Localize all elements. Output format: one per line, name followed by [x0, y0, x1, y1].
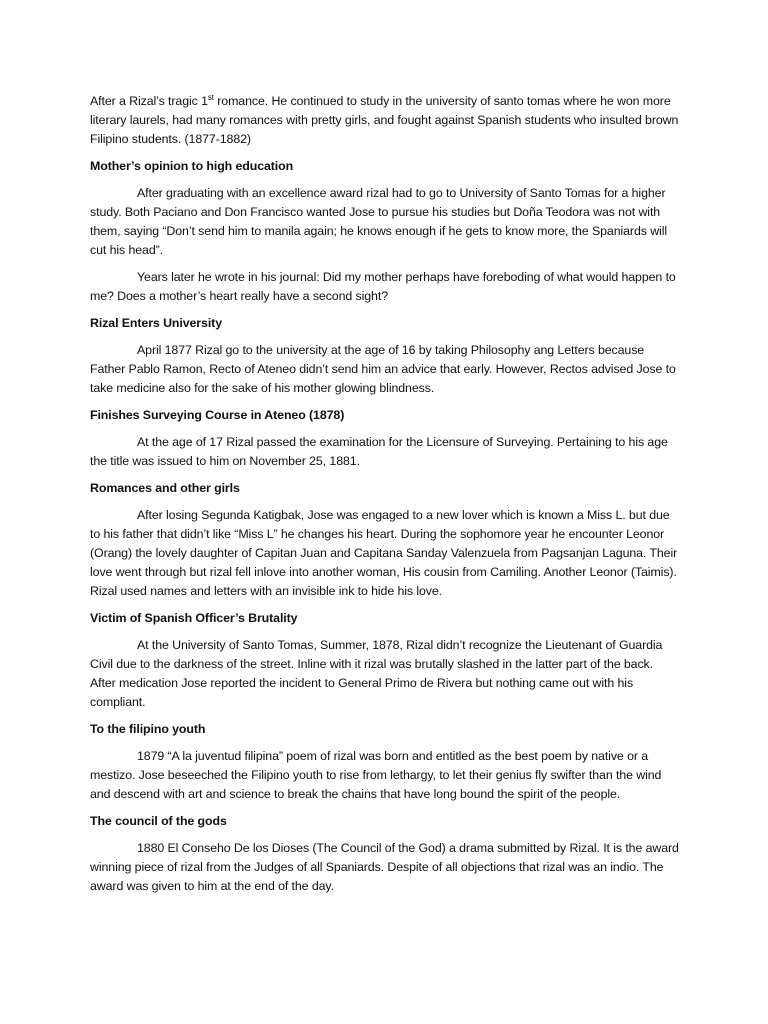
section-paragraph: 1879 “A la juventud filipina” poem of rizal was born and entitled as the best poem by native or a mestizo. Jose beseeched the Filipino youth to rise from lethargy, to let their genius fly swifter than the wind and descend with art and science to break the chains that have long bound the spirit of the people. — [90, 749, 662, 801]
section-heading: The council of the gods — [90, 814, 227, 828]
section-paragraph: After graduating with an excellence award rizal had to go to University of Santo Tomas for a higher study. Both Paciano and Don Francisco wanted Jose to pursue his studies but Doña Teodora was not with them, saying “Don’t send him to manila again; he knows enough if he gets to know more, the Spaniards will cut his head”. — [90, 186, 667, 257]
section-paragraph: After losing Segunda Katigbak, Jose was engaged to a new lover which is known a Miss L. but due to his father that didn’t like “Miss L” he changes his heart. During the sophomore year he encounter Leonor (Orang) the lovely daughter of Capitan Juan and Capitana Sanday Valenzuela from Pagsanjan Laguna. Their love went through but rizal fell inlove into another woman, His cousin from Camiling. Another Leonor (Taimis). Rizal used names and letters with an invisible ink to hide his love. — [90, 508, 678, 598]
ordinal-superscript: st — [207, 92, 214, 102]
section-paragraph: At the University of Santo Tomas, Summer, 1878, Rizal didn’t recognize the Lieutenant of Guardia Civil due to the darkness of the street. Inline with it rizal was brutally slashed in the latter part of the back. After medication Jose reported the incident to General Primo de Rivera but nothing came out with his compliant. — [90, 638, 663, 709]
section-paragraph: Years later he wrote in his journal: Did my mother perhaps have foreboding of what would happen to me? Does a mother’s heart really have a second sight? — [90, 270, 676, 303]
section-heading: Rizal Enters University — [90, 316, 222, 330]
intro-paragraph — [90, 92, 680, 149]
intro-text-rest: romance. He continued to study in the university of santo tomas where he won more literary laurels, had many romances with pretty girls, and fought against Spanish students who insulted brown Filipino students. (1877-1882) — [90, 94, 679, 146]
intro-text-start: After a Rizal’s tragic 1 — [90, 94, 208, 108]
section-paragraph: April 1877 Rizal go to the university at the age of 16 by taking Philosophy ang Letters because Father Pablo Ramon, Recto of Ateneo didn’t send him an advice that early. However, Rectos advised Jose to take medicine also for the sake of his mother glowing blindness. — [90, 343, 676, 395]
section-paragraph: 1880 El Conseho De los Dioses (The Council of the God) a drama submitted by Rizal. It is the award winning piece of rizal from the Judges of all Spaniards. Despite of all objections that rizal was an indio. The award was given to him at the end of the day. — [90, 841, 679, 893]
section-heading: Romances and other girls — [90, 481, 240, 495]
section-paragraph: At the age of 17 Rizal passed the examination for the Licensure of Surveying. Pertaining to his age the title was issued to him on November 25, 1881. — [90, 435, 668, 468]
section-heading: To the filipino youth — [90, 722, 206, 736]
section-heading: Victim of Spanish Officer’s Brutality — [90, 611, 298, 625]
section-heading: Finishes Surveying Course in Ateneo (1878) — [90, 408, 345, 422]
section-heading: Mother’s opinion to high education — [90, 159, 294, 173]
